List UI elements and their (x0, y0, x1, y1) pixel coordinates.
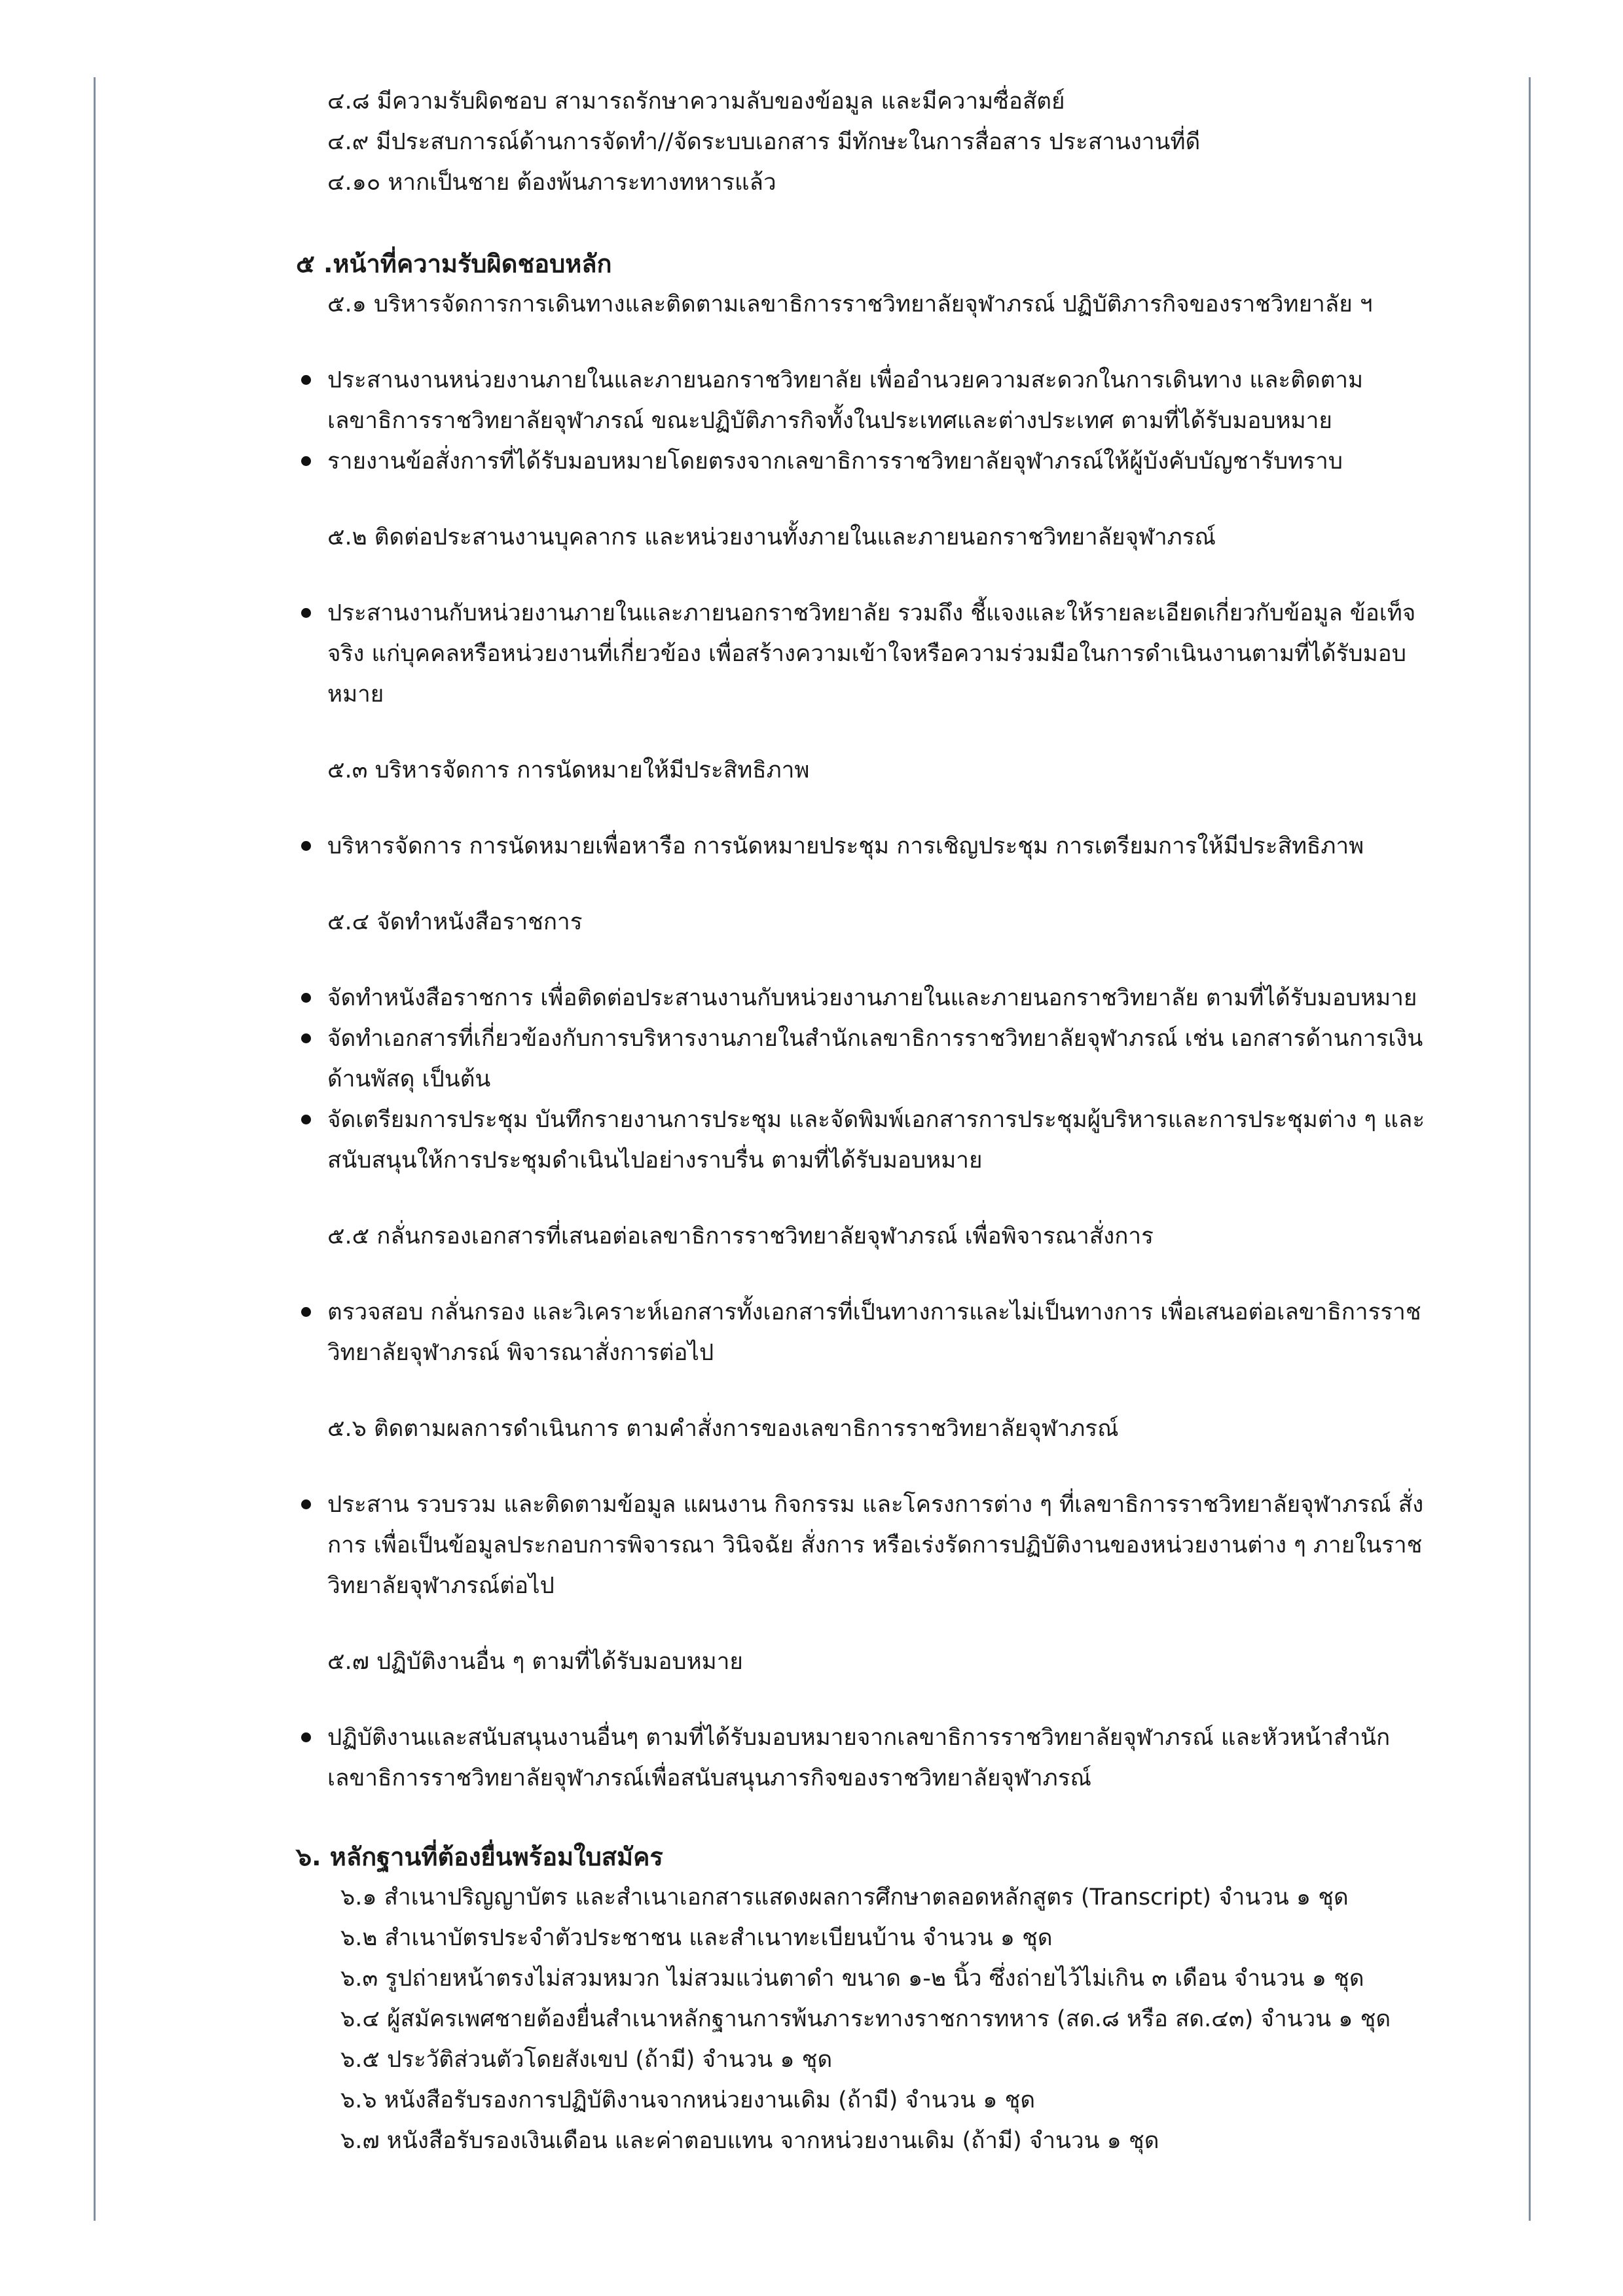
duty-5-4-item-3-line-1: จัดเตรียมการประชุม บันทึกรายงานการประชุม และจัดพิมพ์เอกสารการประชุมผู้บริหารและการประชุมต่าง ๆ และ (327, 1107, 1425, 1133)
duty-5-1-item-1-line-1: ประสานงานหน่วยงานภายในและภายนอกราชวิทยาลัย เพื่ออำนวยความสะดวกในการเดินทาง และติดตาม (327, 367, 1364, 393)
document-6-2: ๖.๒ สำเนาบัตรประจำตัวประชาชน และสำเนาทะเบียนบ้าน จำนวน ๑ ชุด (340, 1925, 1053, 1951)
document-6-7: ๖.๗ หนังสือรับรองเงินเดือน และค่าตอบแทน จากหน่วยงานเดิม (ถ้ามี) จำนวน ๑ ชุด (340, 2128, 1159, 2154)
duty-5-5-item-1-line-1: ตรวจสอบ กลั่นกรอง และวิเคราะห์เอกสารทั้งเอกสารที่เป็นทางการและไม่เป็นทางการ เพื่อเสนอต่อเลขาธิการราช (327, 1299, 1421, 1325)
duty-5-6-item-1-line-2: การ เพื่อเป็นข้อมูลประกอบการพิจารณา วินิจฉัย สั่งการ หรือเร่งรัดการปฏิบัติงานของหน่วยงานต่าง ๆ ภายในราช (327, 1532, 1423, 1558)
duty-5-3-item-1-line-1: บริหารจัดการ การนัดหมายเพื่อหารือ การนัดหมายประชุม การเชิญประชุม การเตรียมการให้มีประสิทธิภาพ (327, 833, 1364, 859)
bullet-icon (301, 375, 311, 385)
duty-5-4-item-3-line-2: สนับสนุนให้การประชุมดำเนินไปอย่างราบรื่น ตามที่ได้รับมอบหมาย (327, 1147, 983, 1174)
document-6-4: ๖.๔ ผู้สมัครเพศชายต้องยื่นสำเนาหลักฐานการพ้นภาระทางราชการทหาร (สด.๘ หรือ สด.๔๓) จำนวน ๑ ชุด (340, 2006, 1391, 2032)
duty-5-2-item-1-line-2: จริง แก่บุคคลหรือหน่วยงานที่เกี่ยวข้อง เพื่อสร้างความเข้าใจหรือความร่วมมือในการดำเนินงานตามที่ได้รับมอบ (327, 641, 1406, 667)
duty-5-1-item-1-line-2: เลขาธิการราชวิทยาลัยจุฬาภรณ์ ขณะปฏิบัติภารกิจทั้งในประเทศและต่างประเทศ ตามที่ได้รับมอบหมาย (327, 408, 1332, 434)
document-6-5: ๖.๕ ประวัติส่วนตัวโดยสังเขป (ถ้ามี) จำนวน ๑ ชุด (340, 2047, 833, 2073)
document-6-3: ๖.๓ รูปถ่ายหน้าตรงไม่สวมหมวก ไม่สวมแว่นตาดำ ขนาด ๑-๒ นิ้ว ซึ่งถ่ายไว้ไม่เกิน ๓ เดือน จำนวน ๑ ชุด (340, 1965, 1364, 1992)
duty-5-6-title: ๕.๖ ติดตามผลการดำเนินการ ตามคำสั่งการของเลขาธิการราชวิทยาลัยจุฬาภรณ์ (327, 1416, 1119, 1442)
duty-5-6-item-1-line-1: ประสาน รวบรวม และติดตามข้อมูล แผนงาน กิจกรรม และโครงการต่าง ๆ ที่เลขาธิการราชวิทยาลัยจุฬาภรณ์ สั่ง (327, 1492, 1424, 1518)
document-6-1: ๖.๑ สำเนาปริญญาบัตร และสำเนาเอกสารแสดงผลการศึกษาตลอดหลักสูตร (Transcript) จำนวน ๑ ชุด (340, 1884, 1349, 1910)
bullet-icon (301, 456, 311, 466)
duty-5-5-item-1-line-2: วิทยาลัยจุฬาภรณ์ พิจารณาสั่งการต่อไป (327, 1340, 714, 1366)
bullet-icon (301, 1499, 311, 1509)
duty-5-1-item-2-line-1: รายงานข้อสั่งการที่ได้รับมอบหมายโดยตรงจากเลขาธิการราชวิทยาลัยจุฬาภรณ์ให้ผู้บังคับบัญชารับทราบ (327, 448, 1343, 475)
bullet-icon (301, 1732, 311, 1742)
duty-5-4-item-2-line-2: ด้านพัสดุ เป็นต้น (327, 1066, 491, 1092)
duty-5-6-item-1-line-3: วิทยาลัยจุฬาภรณ์ต่อไป (327, 1573, 555, 1599)
bullet-icon (301, 1033, 311, 1043)
section-5-heading: ๕ .หน้าที่ความรับผิดชอบหลัก (296, 249, 612, 278)
duty-5-5-title: ๕.๕ กลั่นกรองเอกสารที่เสนอต่อเลขาธิการราชวิทยาลัยจุฬาภรณ์ เพื่อพิจารณาสั่งการ (327, 1223, 1154, 1249)
bullet-icon (301, 608, 311, 618)
bullet-icon (301, 1307, 311, 1317)
duty-5-7-item-1-line-1: ปฏิบัติงานและสนับสนุนงานอื่นๆ ตามที่ได้รับมอบหมายจากเลขาธิการราชวิทยาลัยจุฬาภรณ์ และหัวหน้าสำนัก (327, 1725, 1391, 1751)
duty-5-7-title: ๕.๗ ปฏิบัติงานอื่น ๆ ตามที่ได้รับมอบหมาย (327, 1649, 743, 1675)
section-6-heading: ๖. หลักฐานที่ต้องยื่นพร้อมใบสมัคร (296, 1842, 663, 1871)
duty-5-3-title: ๕.๓ บริหารจัดการ การนัดหมายให้มีประสิทธิภาพ (327, 757, 810, 783)
duty-5-2-item-1-line-3: หมาย (327, 681, 384, 708)
bullet-icon (301, 1115, 311, 1124)
duty-5-4-item-1-line-1: จัดทำหนังสือราชการ เพื่อติดต่อประสานงานกับหน่วยงานภายในและภายนอกราชวิทยาลัย ตามที่ได้รับมอบหมาย (327, 985, 1417, 1011)
duty-5-2-item-1-line-1: ประสานงานกับหน่วยงานภายในและภายนอกราชวิทยาลัย รวมถึง ชี้แจงและให้รายละเอียดเกี่ยวกับข้อมูล ข้อเท็จ (327, 600, 1416, 626)
duty-5-4-title: ๕.๔ จัดทำหนังสือราชการ (327, 909, 583, 935)
document-6-6: ๖.๖ หนังสือรับรองการปฏิบัติงานจากหน่วยงานเดิม (ถ้ามี) จำนวน ๑ ชุด (340, 2087, 1036, 2113)
duty-5-2-title: ๕.๒ ติดต่อประสานงานบุคลากร และหน่วยงานทั้งภายในและภายนอกราชวิทยาลัยจุฬาภรณ์ (327, 524, 1216, 550)
bullet-icon (301, 841, 311, 851)
qualification-4-10: ๔.๑๐ หากเป็นชาย ต้องพ้นภาระทางทหารแล้ว (327, 170, 776, 196)
duty-5-4-item-2-line-1: จัดทำเอกสารที่เกี่ยวข้องกับการบริหารงานภายในสำนักเลขาธิการราชวิทยาลัยจุฬาภรณ์ เช่น เอกสารด้านการเงิน (327, 1026, 1423, 1052)
qualification-4-8: ๔.๘ มีความรับผิดชอบ สามารถรักษาความลับของข้อมูล และมีความซื่อสัตย์ (327, 88, 1065, 115)
qualification-4-9: ๔.๙ มีประสบการณ์ด้านการจัดทำ//จัดระบบเอกสาร มีทักษะในการสื่อสาร ประสานงานที่ดี (327, 129, 1201, 155)
duty-5-1-title: ๕.๑ บริหารจัดการการเดินทางและติดตามเลขาธิการราชวิทยาลัยจุฬาภรณ์ ปฏิบัติภารกิจของราชวิทยาลัย ฯ (327, 291, 1373, 317)
bullet-icon (301, 993, 311, 1003)
duty-5-7-item-1-line-2: เลขาธิการราชวิทยาลัยจุฬาภรณ์เพื่อสนับสนุนภารกิจของราชวิทยาลัยจุฬาภรณ์ (327, 1765, 1091, 1791)
